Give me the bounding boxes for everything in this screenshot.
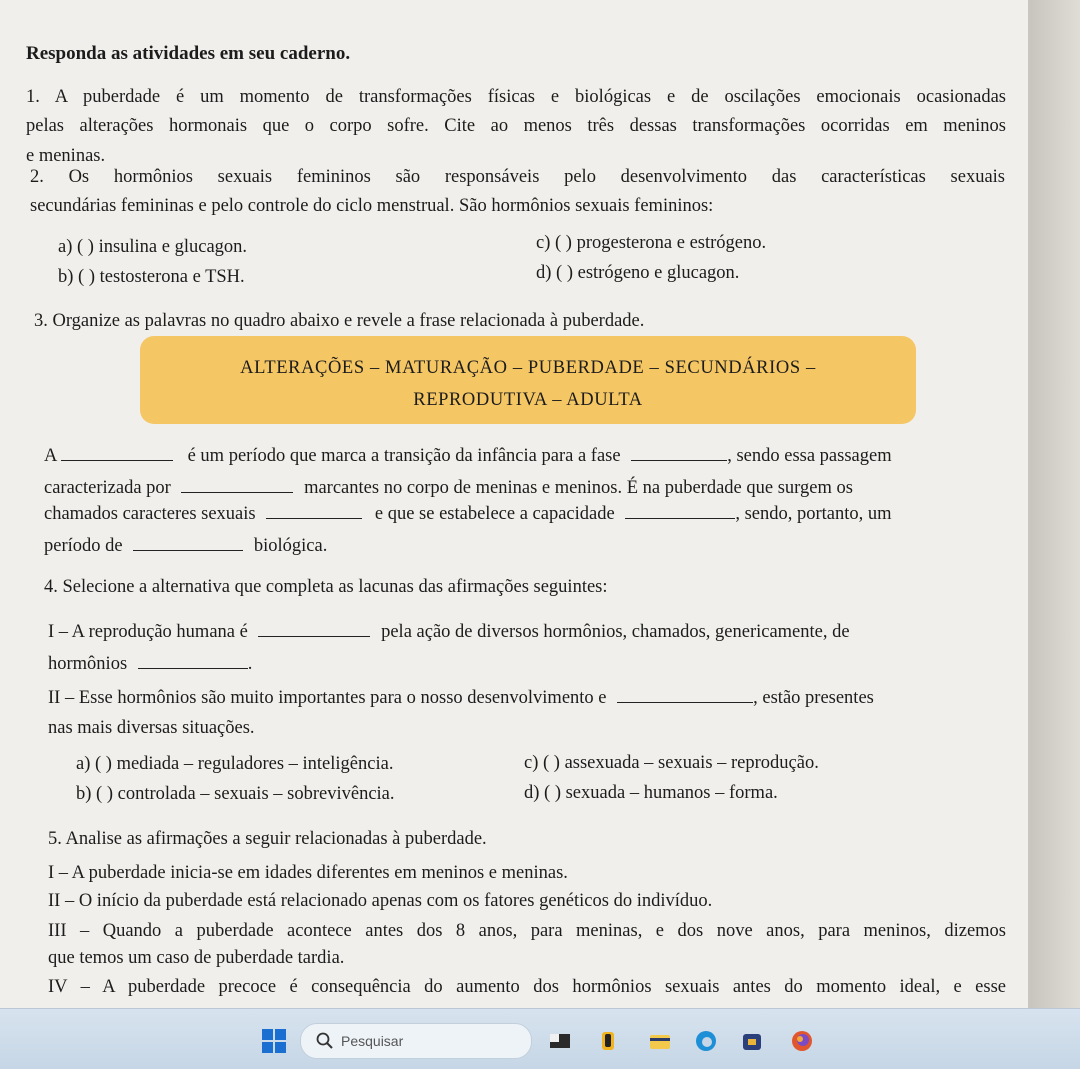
taskbar (0, 1008, 1080, 1069)
q5-statement-i: I – A puberdade inicia-se em idades diferentes em meninos e meninas. (48, 863, 568, 883)
q2-line-2: secundárias femininas e pelo controle do ciclo menstrual. São hormônios sexuais femininos: (30, 196, 714, 216)
q3-p1-middle: é um período que marca a transição da infância para a fase (187, 446, 621, 466)
q3-prompt: 3. Organize as palavras no quadro abaixo e revele a frase relacionada à puberdade. (34, 311, 645, 331)
q4-ii-start: II – Esse hormônios são muito importantes para o nosso desenvolvimento e (48, 688, 607, 708)
q3-paragraph-line-2 (44, 478, 1006, 498)
q3-p4-end: biológica. (253, 536, 328, 556)
q4-i-end: pela ação de diversos hormônios, chamados, genericamente, de (381, 622, 850, 642)
monitor-edge (1030, 0, 1080, 1008)
q3-p2-end: marcantes no corpo de meninas e meninos. É na puberdade que surgem os (304, 478, 853, 498)
word-bank-box (140, 336, 916, 424)
widgets-icon[interactable] (596, 1029, 620, 1053)
q4-blank-2[interactable] (138, 654, 248, 669)
q5-statement-iv-line-1: IV – A puberdade precoce é consequência do aumento dos hormônios sexuais antes do momento ideal, e esse (48, 977, 1006, 997)
q4-option-b[interactable]: b) ( ) controlada – sexuais – sobrevivência. (76, 784, 395, 804)
store-icon[interactable] (740, 1029, 764, 1053)
q3-blank-1[interactable] (61, 446, 173, 461)
q3-p1-end: , sendo essa passagem (727, 446, 892, 466)
q3-blank-6[interactable] (133, 536, 243, 551)
q3-paragraph-line-1 (44, 446, 1006, 466)
q4-statement-i (48, 622, 1006, 642)
q3-p3-middle: e que se estabelece a capacidade (374, 504, 615, 524)
windows-start-icon[interactable] (262, 1029, 286, 1053)
q4-i-hormonios: hormônios (48, 654, 128, 674)
q5-statement-ii: II – O início da puberdade está relacionado apenas com os fatores genéticos do indivíduo. (48, 891, 713, 911)
q3-paragraph-line-4 (44, 536, 327, 556)
q3-p4-start: período de (44, 536, 123, 556)
page-heading: Responda as atividades em seu caderno. (26, 43, 351, 64)
q2-option-b[interactable]: b) ( ) testosterona e TSH. (58, 267, 245, 287)
q2-option-a[interactable]: a) ( ) insulina e glucagon. (58, 237, 248, 257)
q2-option-c[interactable]: c) ( ) progesterona e estrógeno. (536, 233, 767, 253)
q4-statement-i-cont (48, 654, 252, 674)
search-icon (315, 1031, 335, 1051)
q4-option-d[interactable]: d) ( ) sexuada – humanos – forma. (524, 783, 778, 803)
word-bank-line-2: REPRODUTIVA – ADULTA (413, 390, 643, 410)
q1-line-3: e meninas. (26, 146, 106, 166)
q4-blank-1[interactable] (258, 622, 370, 637)
q3-p1-start: A (44, 446, 57, 466)
word-bank-line-1: ALTERAÇÕES – MATURAÇÃO – PUBERDADE – SECUNDÁRIOS – (240, 358, 816, 378)
q3-blank-3[interactable] (181, 478, 293, 493)
taskbar-search[interactable] (300, 1023, 532, 1059)
q4-option-a[interactable]: a) ( ) mediada – reguladores – inteligência. (76, 754, 394, 774)
q3-p3-start: chamados caracteres sexuais (44, 504, 256, 524)
q4-i-period: . (247, 654, 253, 674)
file-explorer-icon[interactable] (648, 1029, 672, 1053)
q3-blank-5[interactable] (625, 504, 735, 519)
q1-line-1: 1. A puberdade é um momento de transformações físicas e biológicas e de oscilações emocionais ocasionadas (26, 87, 1006, 107)
q3-blank-2[interactable] (631, 446, 727, 461)
q3-paragraph-line-3 (44, 504, 1006, 524)
edge-browser-icon[interactable] (694, 1029, 718, 1053)
q5-statement-iii-line-1: III – Quando a puberdade acontece antes dos 8 anos, para meninas, e dos nove anos, para meninos, dizemos (48, 921, 1006, 941)
q4-blank-3[interactable] (617, 688, 753, 703)
q1-line-2: pelas alterações hormonais que o corpo sofre. Cite ao menos três dessas transformações ocorridas em meninos (26, 116, 1006, 136)
q4-i-start: I – A reprodução humana é (48, 622, 248, 642)
q3-p2-start: caracterizada por (44, 478, 171, 498)
firefox-icon[interactable] (790, 1029, 814, 1053)
search-placeholder: Pesquisar (341, 1033, 404, 1049)
q3-blank-4[interactable] (266, 504, 362, 519)
q2-line-1: 2. Os hormônios sexuais femininos são responsáveis pelo desenvolvimento das características sexuais (30, 167, 1005, 187)
q3-p3-end: , sendo, portanto, um (735, 504, 892, 524)
q4-ii-end: , estão presentes (753, 688, 874, 708)
q4-statement-ii-cont: nas mais diversas situações. (48, 718, 255, 738)
q4-prompt: 4. Selecione a alternativa que completa as lacunas das afirmações seguintes: (44, 577, 608, 597)
q4-statement-ii (48, 688, 1006, 708)
task-view-icon[interactable] (548, 1029, 572, 1053)
q5-prompt: 5. Analise as afirmações a seguir relacionadas à puberdade. (48, 829, 487, 849)
q2-option-d[interactable]: d) ( ) estrógeno e glucagon. (536, 263, 740, 283)
q4-option-c[interactable]: c) ( ) assexuada – sexuais – reprodução. (524, 753, 819, 773)
q5-statement-iii-line-2: que temos um caso de puberdade tardia. (48, 948, 345, 968)
